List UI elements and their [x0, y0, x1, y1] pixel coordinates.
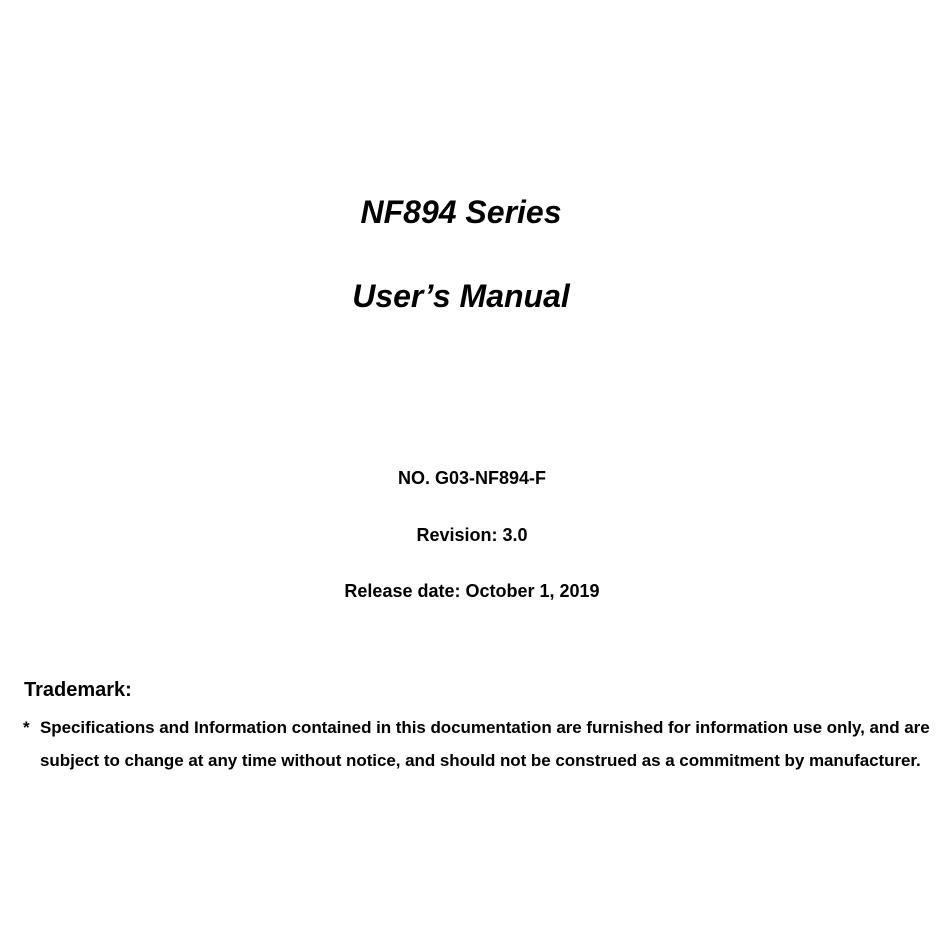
- document-title: NF894 Series: [360, 194, 562, 230]
- document-number: NO. G03-NF894-F: [397, 468, 547, 488]
- document-subtitle: User’s Manual: [352, 278, 570, 314]
- trademark-text-line-1: Specifications and Information contained in this documentation are furnished for information use only, and are: [40, 718, 930, 737]
- release-date: Release date: October 1, 2019: [344, 581, 600, 601]
- trademark-text-line-2: subject to change at any time without notice, and should not be construed as a commitment by manufacturer.: [40, 751, 921, 770]
- trademark-heading: Trademark:: [24, 679, 132, 701]
- revision: Revision: 3.0: [416, 525, 528, 545]
- bullet-asterisk: *: [23, 718, 30, 737]
